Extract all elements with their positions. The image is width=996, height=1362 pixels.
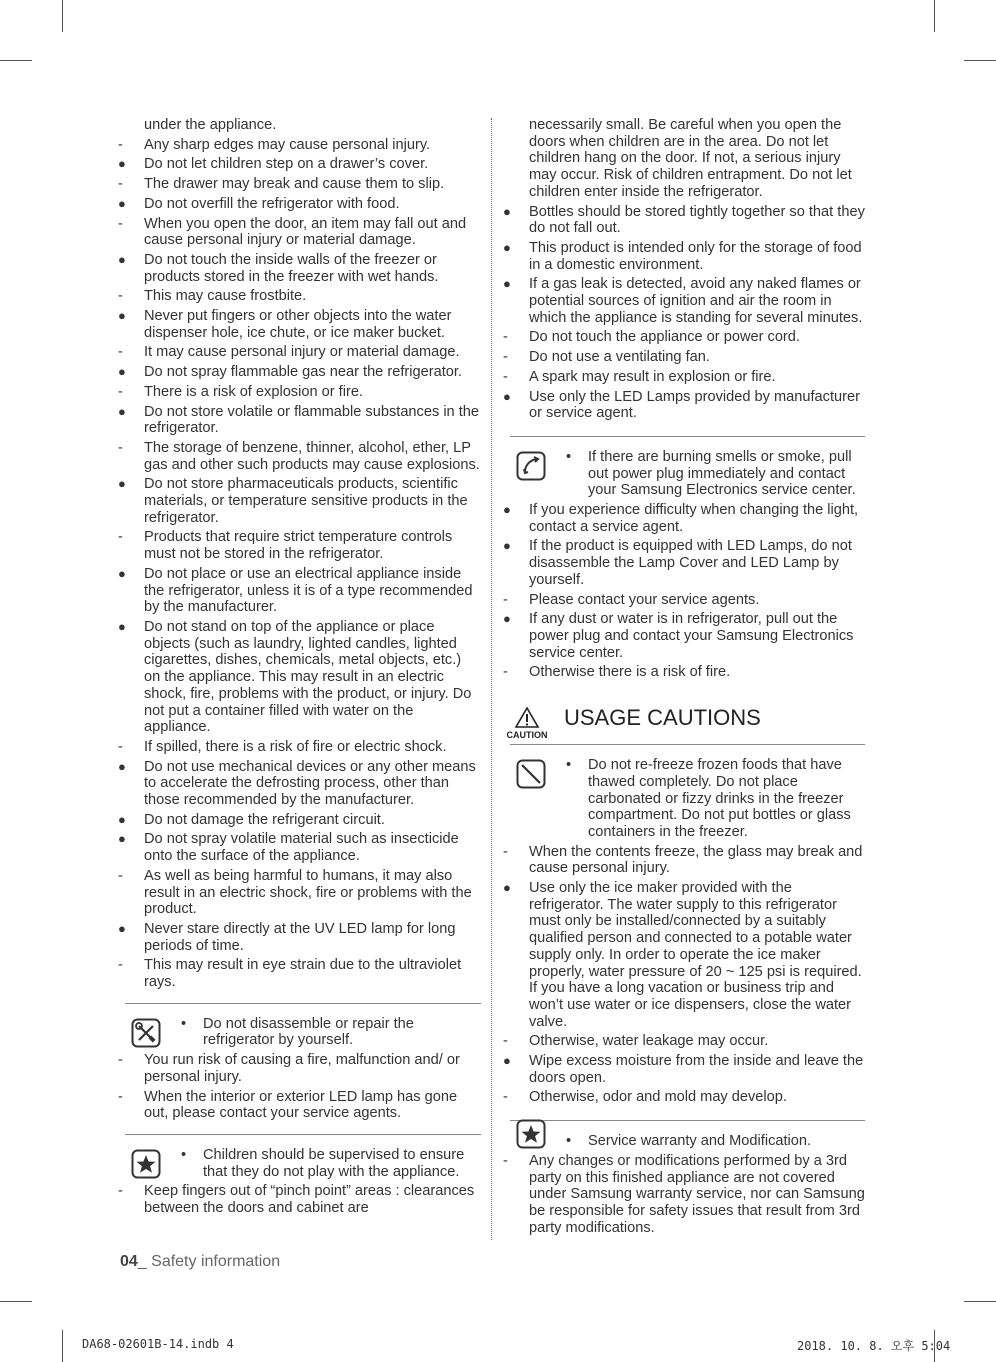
item-text: Wipe excess moisture from the inside and leave the doors open. — [529, 1053, 864, 1086]
disassemble-note — [118, 1003, 481, 1122]
warranty-note — [503, 1120, 865, 1236]
item-text: This may cause frostbite. — [144, 288, 307, 305]
dash-item — [500, 592, 865, 609]
dash-marker: - — [118, 176, 123, 193]
item-text: Do not stand on top of the appliance or place objects (such as laundry, lighted candles, lighted cigarettes, dishes, chemicals, metal objects, etc.) on the appliance. This may result in an electric shock, fire, problems with the product, or injury. Do not put a container filled with water on the appliance. — [144, 618, 472, 736]
bullet-marker: ● — [118, 920, 126, 936]
bullet-item — [115, 566, 481, 616]
bullet-marker: ● — [118, 403, 126, 419]
dash-marker: - — [503, 329, 508, 346]
item-text: Do not store volatile or flammable substances in the refrigerator. — [144, 403, 480, 437]
item-text: Never stare directly at the UV LED lamp for long periods of time. — [144, 920, 456, 954]
item-text: Bottles should be stored tightly together so that they do not fall out. — [529, 203, 865, 237]
dash-item — [115, 1183, 481, 1216]
dash-marker: - — [118, 1088, 123, 1105]
dash-marker: - — [503, 349, 508, 366]
bullet-marker: ● — [118, 308, 126, 324]
bullet-item — [115, 364, 481, 381]
bullet-item — [115, 252, 481, 285]
note-first-item: • Children should be supervised to ensure that they do not play with the appliance. — [181, 1146, 465, 1180]
note-first-text: Do not re-freeze frozen foods that have thawed completely. Do not place carbonated or fizzy drinks in the freezer compartment. Do not put bottles or glass containers in the freezer. — [588, 757, 851, 840]
item-text: Do not spray flammable gas near the refrigerator. — [144, 364, 462, 381]
item-text: The drawer may break and cause them to slip. — [144, 176, 445, 193]
item-text: Use only the LED Lamps provided by manufacturer or service agent. — [529, 388, 860, 422]
dash-marker: - — [118, 344, 123, 361]
item-text: Any changes or modifications performed by a 3rd party on this finished appliance are not covered under Samsung warranty service, nor can Samsung be responsible for safety issues that result from 3rd party modifications. — [529, 1152, 865, 1236]
dash-marker: - — [118, 1183, 123, 1200]
dash-item — [500, 1153, 865, 1237]
item-text: Do not use a ventilating fan. — [529, 349, 710, 366]
item-text: You run risk of causing a fire, malfunction and/ or personal injury. — [144, 1052, 460, 1085]
usage-note — [503, 744, 865, 1106]
item-text: Otherwise, odor and mold may develop. — [529, 1089, 787, 1106]
item-text: Products that require strict temperature controls must not be stored in the refrigerator. — [144, 529, 453, 563]
bullet-marker: ● — [118, 618, 126, 634]
dash-marker: - — [503, 664, 508, 681]
dash-marker: - — [503, 591, 508, 608]
bullet-marker: ● — [118, 251, 126, 267]
bullet-item — [500, 538, 865, 588]
dash-marker: - — [503, 1089, 508, 1106]
dash-item — [115, 529, 481, 562]
note-list — [115, 1052, 481, 1122]
item-text: Do not use mechanical devices or any other means to accelerate the defrosting process, other than those recommended by the manufacturer. — [144, 758, 476, 809]
item-text: The storage of benzene, thinner, alcohol, ether, LP gas and other such products may cause explosions. — [144, 439, 480, 473]
item-text: If any dust or water is in refrigerator, pull out the power plug and contact your Samsung Electronics service center. — [529, 611, 854, 661]
bullet-marker: ● — [118, 364, 126, 380]
note-list — [500, 844, 865, 1107]
crop-mark — [964, 60, 996, 61]
bullet-item — [500, 880, 865, 1030]
dash-item — [115, 1052, 481, 1085]
crop-mark — [0, 60, 32, 61]
crop-mark — [62, 1330, 63, 1362]
dash-item — [115, 288, 481, 305]
print-file-info: DA68-02601B-14.indb 4 — [82, 1337, 234, 1351]
dash-marker: - — [118, 136, 123, 153]
item-text: If the product is equipped with LED Lamps, do not disassemble the Lamp Cover and LED Lamp by yourself. — [529, 538, 852, 588]
dash-item — [115, 739, 481, 756]
bullet-marker: ● — [503, 388, 511, 404]
bullet-marker: ● — [118, 476, 126, 492]
dash-item — [500, 349, 865, 366]
dash-marker: - — [503, 1033, 508, 1050]
crop-mark — [964, 1301, 996, 1302]
dash-item — [115, 137, 481, 154]
item-text: Do not touch the inside walls of the freezer or products stored in the freezer with wet hands. — [144, 251, 439, 285]
item-text: As well as being harmful to humans, it may also result in an electric shock, fire or problems with the product. — [144, 867, 472, 918]
dash-item — [500, 1089, 865, 1106]
dash-item — [115, 216, 481, 249]
page-footer — [120, 1253, 280, 1271]
bullet-item — [115, 921, 481, 954]
bullet-item — [500, 611, 865, 661]
bullet-item — [500, 389, 865, 422]
bullet-marker: ● — [118, 565, 126, 581]
item-text: Do not damage the refrigerant circuit. — [144, 811, 385, 828]
bullet-item — [500, 502, 865, 535]
dash-item — [115, 440, 481, 473]
bullet-marker: ● — [503, 502, 511, 518]
dash-marker: - — [118, 529, 123, 546]
dash-item — [500, 844, 865, 877]
bullet-item — [115, 308, 481, 341]
bullet-marker: ● — [503, 611, 511, 627]
dash-item — [500, 1033, 865, 1050]
dash-item — [500, 369, 865, 386]
left-list — [115, 117, 481, 991]
note-first-text: If there are burning smells or smoke, pull out power plug immediately and contact your Samsung Electronics service center. — [588, 448, 856, 499]
section-title: USAGE CAUTIONS — [564, 705, 761, 731]
note-list — [500, 502, 865, 681]
bullet-marker: ● — [118, 811, 126, 827]
column-divider — [491, 118, 492, 1240]
continued-text — [115, 117, 481, 134]
caution-icon — [505, 707, 549, 741]
note-first-text: Children should be supervised to ensure that they do not play with the appliance. — [203, 1146, 465, 1180]
item-text: Use only the ice maker provided with the refrigerator. The water supply to this refrigerator must only be installed/connected by a suitably qualified person and connected to a potable water supply only. In order to operate the ice maker properly, water pressure of 20 ~ 125 psi is required. If you have a long vacation or business trip and won’t use water or ice dispensers, close the water valve. — [529, 880, 862, 1030]
section-name: Safety information — [151, 1253, 281, 1270]
bullet-item — [115, 619, 481, 736]
page-number: 04 — [120, 1253, 138, 1270]
bullet-item — [500, 204, 865, 237]
bullet-marker: ● — [118, 156, 126, 172]
item-text: Do not store pharmaceuticals products, scientific materials, or temperature sensitive products in the refrigerator. — [144, 476, 468, 526]
right-column — [500, 117, 865, 1240]
item-text: There is a risk of explosion or fire. — [144, 383, 363, 400]
dash-marker: - — [118, 383, 123, 400]
bullet-marker: ● — [118, 195, 126, 211]
item-text: Do not spray volatile material such as insecticide onto the surface of the appliance. — [144, 831, 459, 865]
bullet-marker: ● — [503, 276, 511, 292]
bullet-marker: ● — [503, 880, 511, 896]
bullet-marker: ● — [503, 538, 511, 554]
dash-item — [500, 664, 865, 681]
smoke-note — [503, 436, 865, 681]
item-text: necessarily small. Be careful when you open the doors when children are in the area. Do not let children hang on the door. If not, a serious injury may occur. Risk of children entrapment. Do not let children enter inside the refrigerator. — [529, 117, 852, 200]
bullet-item — [115, 812, 481, 829]
bullet-marker: ● — [503, 203, 511, 219]
bullet-marker: ● — [503, 239, 511, 255]
item-text: Keep fingers out of “pinch point” areas : clearances between the doors and cabinet are — [144, 1183, 475, 1217]
dash-item — [115, 344, 481, 361]
left-column — [115, 117, 481, 1221]
note-list — [115, 1183, 481, 1216]
caution-label: CAUTION — [506, 730, 548, 741]
bullet-marker: ● — [118, 831, 126, 847]
print-datetime: 2018. 10. 8. 오후 5:04 — [797, 1339, 951, 1353]
item-text: When the contents freeze, the glass may break and cause personal injury. — [529, 843, 863, 877]
footer-separator: _ — [137, 1253, 152, 1270]
continued-text — [500, 117, 865, 201]
note-first-item: • Service warranty and Modification. — [566, 1133, 812, 1150]
children-note — [118, 1134, 481, 1217]
bullet-item — [115, 476, 481, 526]
item-text: Any sharp edges may cause personal injury. — [144, 136, 431, 153]
dash-marker: - — [118, 215, 123, 232]
bullet-item — [115, 156, 481, 173]
dash-marker: - — [118, 957, 123, 974]
item-text: When the interior or exterior LED lamp has gone out, please contact your service agents. — [144, 1088, 458, 1122]
dash-marker: - — [503, 843, 508, 860]
item-text: Do not place or use an electrical appliance inside the refrigerator, unless it is of a type recommended by the manufacturer. — [144, 565, 473, 616]
item-text: Do not let children step on a drawer’s cover. — [144, 156, 429, 173]
item-text: If spilled, there is a risk of fire or electric shock. — [144, 738, 447, 755]
item-text: under the appliance. — [144, 117, 277, 133]
bullet-item — [115, 404, 481, 437]
dash-item — [500, 329, 865, 346]
bullet-marker: ● — [118, 758, 126, 774]
item-text: This product is intended only for the storage of food in a domestic environment. — [529, 239, 862, 273]
item-text: When you open the door, an item may fall out and cause personal injury or material damage. — [144, 215, 467, 249]
item-text: Please contact your service agents. — [529, 591, 760, 608]
dash-item — [115, 1089, 481, 1122]
note-list — [500, 1153, 865, 1237]
note-first-text: Do not disassemble or repair the refrigerator by yourself. — [203, 1015, 414, 1049]
note-first-item: • Do not re-freeze frozen foods that have thawed completely. Do not place carbonated or fizzy drinks in the freezer compartment. Do not put bottles or glass containers in the freezer. — [566, 757, 851, 840]
dash-marker: - — [118, 439, 123, 456]
item-text: Do not touch the appliance or power cord. — [529, 329, 800, 346]
dash-item — [115, 868, 481, 918]
dash-marker: - — [118, 738, 123, 755]
dash-item — [115, 176, 481, 193]
dash-marker: - — [503, 368, 508, 385]
bullet-item — [115, 831, 481, 864]
item-text: Do not overfill the refrigerator with food. — [144, 195, 400, 212]
crop-mark — [0, 1301, 32, 1302]
item-text: Otherwise, water leakage may occur. — [529, 1033, 769, 1050]
dash-item — [115, 957, 481, 990]
note-first-text: Service warranty and Modification. — [588, 1133, 812, 1150]
item-text: If you experience difficulty when changing the light, contact a service agent. — [529, 502, 859, 535]
usage-cautions-heading — [500, 707, 865, 741]
item-text: Otherwise there is a risk of fire. — [529, 664, 731, 681]
bullet-item — [500, 1053, 865, 1086]
dash-marker: - — [118, 288, 123, 305]
dash-marker: - — [118, 867, 123, 884]
item-text: It may cause personal injury or material damage. — [144, 344, 460, 361]
bullet-item — [115, 196, 481, 213]
bullet-item — [500, 276, 865, 326]
dash-item — [115, 384, 481, 401]
bullet-item — [115, 759, 481, 809]
dash-marker: - — [118, 1052, 123, 1069]
item-text: This may result in eye strain due to the ultraviolet rays. — [144, 957, 462, 991]
note-first-item: • Do not disassemble or repair the refrigerator by yourself. — [181, 1015, 414, 1049]
bullet-item — [500, 240, 865, 273]
dash-marker: - — [503, 1152, 508, 1169]
item-text: A spark may result in explosion or fire. — [529, 368, 776, 385]
item-text: If a gas leak is detected, avoid any naked flames or potential sources of ignition and air the room in which the appliance is standing for several minutes. — [529, 276, 863, 326]
bullet-marker: ● — [503, 1053, 511, 1069]
crop-mark — [934, 0, 935, 32]
item-text: Never put fingers or other objects into the water dispenser hole, ice chute, or ice maker bucket. — [144, 308, 452, 341]
crop-mark — [62, 0, 63, 32]
note-first-item: • If there are burning smells or smoke, pull out power plug immediately and contact your Samsung Electronics service center. — [566, 448, 856, 499]
right-list — [500, 117, 865, 422]
